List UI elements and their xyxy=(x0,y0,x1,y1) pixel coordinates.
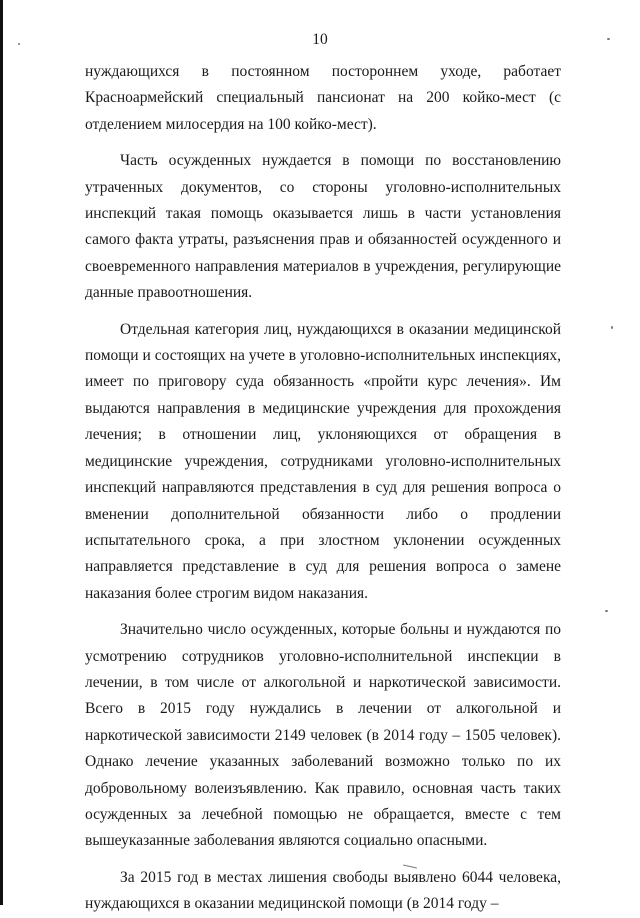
paragraph-3: Отдельная категория лиц, нуждающихся в оказании медицинской помощи и состоящих на учете в уголовно-исполнительных инспекциях, имеет по приговору суда обязанность «пройти курс лечения». Им выдаются направления в медицинские учреждения для прохождения лечения; в отношении лиц, уклоняющихся от обращения в медицинские учреждения, сотрудниками уголовно-исполнительных инспекций направляются представления в суд для решения вопроса о вменении дополнительной обязанности либо о продлении испытательного срока, а при злостном уклонении осужденных направляется представление в суд для решения вопроса о замене наказания более строгим видом наказания. xyxy=(85,320,561,602)
scan-left-edge xyxy=(0,0,3,905)
paragraph-4: Значительно число осужденных, которые больны и нуждаются по усмотрению сотрудников уголовно-исполнительной инспекции в лечении, в том числе от алкогольной и наркотической зависимости. Всего в 2015 году нуждались в лечении от алкогольной и наркотической зависимости 2149 человек (в 2014 году – 1505 человек). Однако лечение указанных заболеваний возможно только по их добровольному волеизъявлению. Как правило, основная часть таких осужденных за лечебной помощью не обращается, вместе с тем вышеуказанные заболевания являются социально опасными. xyxy=(85,621,561,850)
scan-speck xyxy=(607,38,610,40)
scan-speck xyxy=(611,326,613,329)
scan-speck xyxy=(605,610,608,612)
document-body xyxy=(85,59,561,918)
page-number: 10 xyxy=(312,31,328,48)
paragraph-1: нуждающихся в постоянном постороннем уходе, работает Красноармейский специальный пансионат на 200 койко-мест (с отделением милосердия на 100 койко-мест). xyxy=(85,63,561,133)
paragraph-5: За 2015 год в местах лишения свободы выявлено 6044 человека, нуждающихся в оказании медицинской помощи (в 2014 году – xyxy=(85,868,561,913)
paragraph-2: Часть осужденных нуждается в помощи по восстановлению утраченных документов, со стороны уголовно-исполнительных инспекций такая помощь оказывается лишь в части установления самого факта утраты, разъяснения прав и обязанностей осужденного и своевременного направления материалов в учреждения, регулирующие данные правоотношения. xyxy=(85,152,561,302)
scan-speck xyxy=(18,43,20,45)
